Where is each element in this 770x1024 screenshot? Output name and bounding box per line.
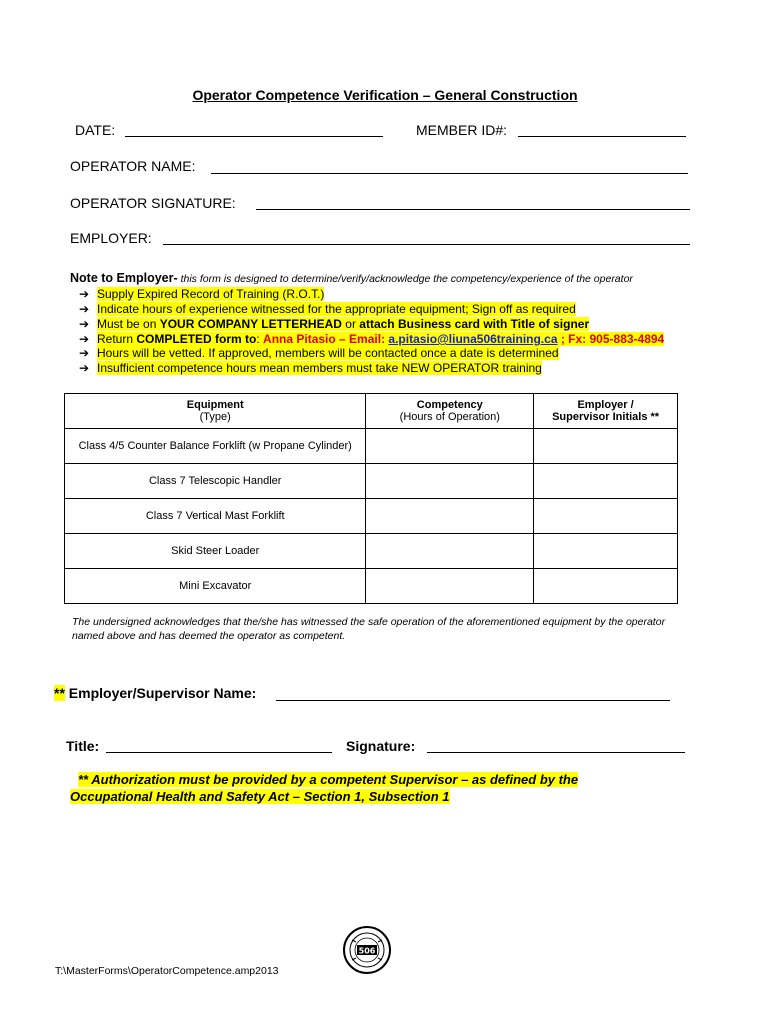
arrow-right-icon: ➔ xyxy=(79,287,90,301)
note-bullet xyxy=(79,302,576,316)
operator-signature-label: OPERATOR SIGNATURE: xyxy=(70,195,236,211)
table-row xyxy=(65,534,678,569)
equipment-cell: Skid Steer Loader xyxy=(65,534,366,569)
equipment-cell: Class 4/5 Counter Balance Forklift (w Propane Cylinder) xyxy=(65,429,366,464)
equipment-cell: Class 7 Telescopic Handler xyxy=(65,464,366,499)
initials-header: Employer / Supervisor Initials ** xyxy=(534,394,678,429)
hours-input-cell[interactable] xyxy=(366,464,534,499)
note-bullet xyxy=(79,346,559,360)
table-row xyxy=(65,464,678,499)
bullet-text: Must be on YOUR COMPANY LETTERHEAD or attach Business card with Title of signer xyxy=(97,317,590,331)
initials-input-cell[interactable] xyxy=(534,429,678,464)
file-path-footer: T:\MasterForms\OperatorCompetence.amp2013 xyxy=(55,965,279,977)
arrow-right-icon: ➔ xyxy=(79,317,90,331)
bullet-text: Insufficient competence hours mean members must take NEW OPERATOR training xyxy=(97,361,542,375)
operator-name-field[interactable] xyxy=(211,173,688,174)
form-title: Operator Competence Verification – General Construction xyxy=(192,87,578,103)
authorization-note: ** Authorization must be provided by a competent Supervisor – as defined by the Occupational Health and Safety Act – Section 1, Subsection 1 xyxy=(70,772,579,804)
equipment-cell: Mini Excavator xyxy=(65,569,366,604)
union-seal-logo xyxy=(343,926,391,974)
employer-label: EMPLOYER: xyxy=(70,230,152,246)
equipment-table xyxy=(64,393,678,604)
competency-header: Competency (Hours of Operation) xyxy=(366,394,534,429)
title-label: Title: xyxy=(66,738,100,754)
hours-input-cell[interactable] xyxy=(366,499,534,534)
note-bullet xyxy=(79,287,324,301)
table-row xyxy=(65,499,678,534)
note-bullet xyxy=(79,317,589,331)
hours-input-cell[interactable] xyxy=(366,569,534,604)
bullet-text: Supply Expired Record of Training (R.O.T.) xyxy=(97,287,325,301)
operator-signature-field[interactable] xyxy=(256,209,690,210)
title-field[interactable] xyxy=(106,752,332,753)
arrow-right-icon: ➔ xyxy=(79,346,90,360)
member-id-field[interactable] xyxy=(518,136,686,137)
signature-field[interactable] xyxy=(427,752,685,753)
note-bullet xyxy=(79,332,664,346)
hours-input-cell[interactable] xyxy=(366,534,534,569)
email-link[interactable]: a.pitasio@liuna506training.ca xyxy=(388,332,558,346)
initials-input-cell[interactable] xyxy=(534,569,678,604)
employer-field[interactable] xyxy=(163,244,690,245)
table-row xyxy=(65,569,678,604)
equipment-header: Equipment (Type) xyxy=(65,394,366,429)
signature-label: Signature: xyxy=(346,738,416,754)
equipment-cell: Class 7 Vertical Mast Forklift xyxy=(65,499,366,534)
bullet-text: Indicate hours of experience witnessed for the appropriate equipment; Sign off as required xyxy=(97,302,576,316)
arrow-right-icon: ➔ xyxy=(79,302,90,316)
acknowledgement-text: The undersigned acknowledges that the/she has witnessed the safe operation of the aforementioned equipment by the operator named above and has deemed the operator as competent. xyxy=(72,616,666,642)
hours-input-cell[interactable] xyxy=(366,429,534,464)
bullet-text: Hours will be vetted. If approved, members will be contacted once a date is determined xyxy=(97,346,559,360)
note-to-employer xyxy=(70,271,633,285)
initials-input-cell[interactable] xyxy=(534,499,678,534)
note-heading: Note to Employer- xyxy=(70,271,178,285)
initials-input-cell[interactable] xyxy=(534,464,678,499)
table-header-row xyxy=(65,394,678,429)
operator-name-label: OPERATOR NAME: xyxy=(70,158,196,174)
member-id-label: MEMBER ID#: xyxy=(416,122,508,138)
supervisor-name-label: ** Employer/Supervisor Name: xyxy=(54,685,257,701)
bullet-text: Return COMPLETED form to: Anna Pitasio – Email: a.pitasio@liuna506training.ca ; Fx: 905-883-4894 xyxy=(97,332,665,346)
note-intro: this form is designed to determine/verify/acknowledge the competency/experience of the operator xyxy=(177,273,633,285)
seal-number: 506 xyxy=(358,946,376,956)
note-bullet xyxy=(79,361,542,375)
arrow-right-icon: ➔ xyxy=(79,332,90,346)
arrow-right-icon: ➔ xyxy=(79,361,90,375)
date-label: DATE: xyxy=(75,122,116,138)
supervisor-name-field[interactable] xyxy=(276,700,670,701)
initials-input-cell[interactable] xyxy=(534,534,678,569)
date-field[interactable] xyxy=(125,136,383,137)
table-row xyxy=(65,429,678,464)
